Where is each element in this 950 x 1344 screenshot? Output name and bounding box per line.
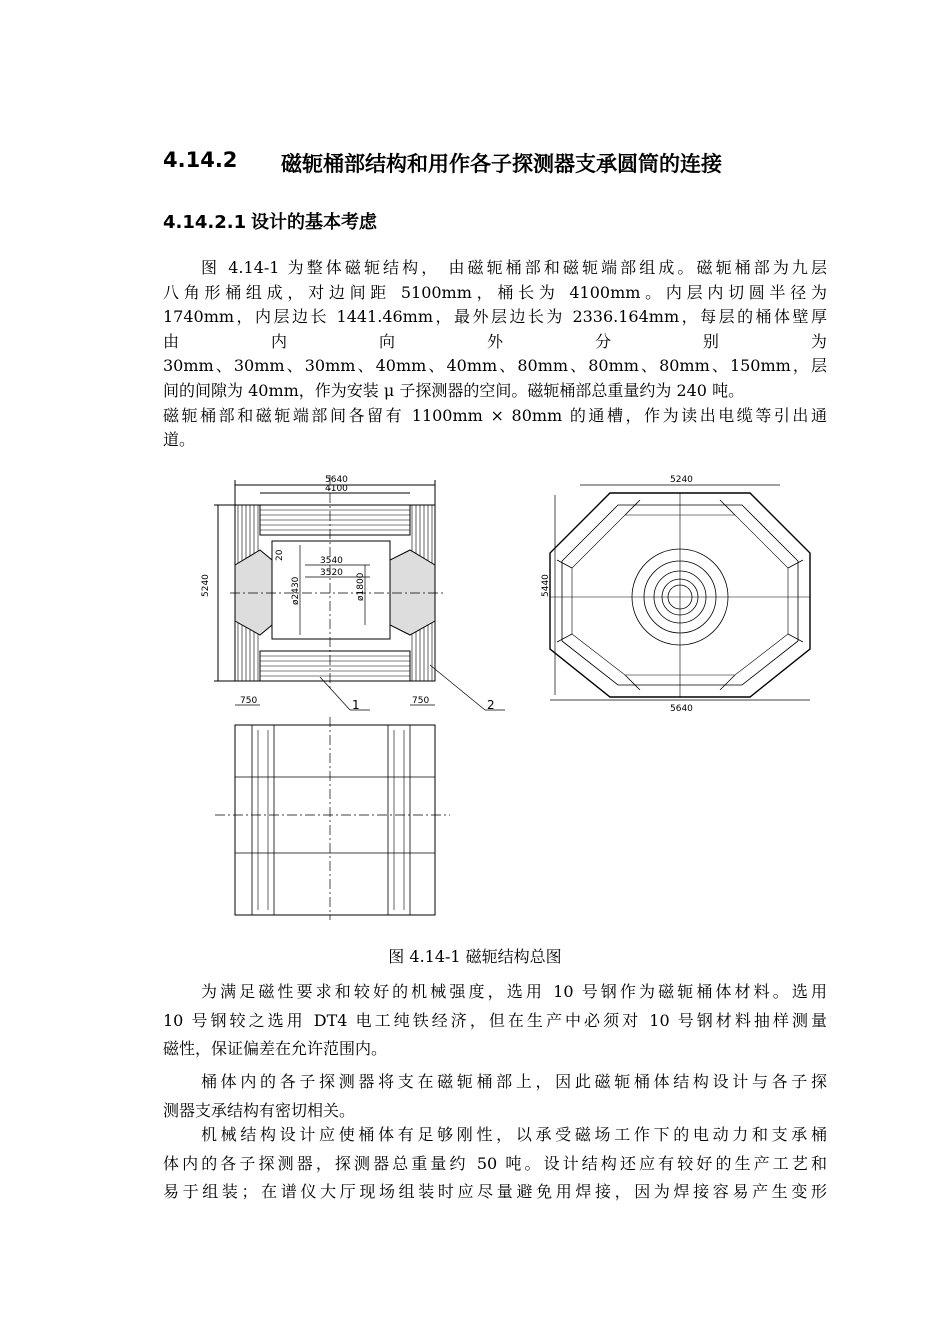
callout-1: 1 (352, 698, 360, 712)
text-line: 机械结构设计应使桶体有足够刚性，以承受磁场工作下的电动力和支承桶 (201, 1125, 827, 1144)
dim-3540: 3540 (320, 556, 343, 566)
text-line: 10 号钢较之选用 DT4 电工纯铁经济，但在生产中必须对 10 号钢材料抽样测量 (163, 1010, 827, 1030)
engineering-drawing (200, 465, 840, 925)
text-line: 1740mm，内层边长 1441.46mm，最外层边长为 2336.164mm，每层的桶体壁厚 (163, 307, 827, 327)
text-line: 间的间隙为 40mm，作为安装 μ 子探测器的空间。磁轭桶部总重量约为 240 吨。 (163, 380, 745, 400)
dim-3520: 3520 (320, 568, 343, 578)
text-line: 易于组装；在谱仪大厅现场组装时应尽量避免用焊接，因为焊接容易产生变形 (163, 1182, 827, 1201)
dim-right-750: 750 (412, 696, 430, 706)
text-line: 道。 (163, 430, 196, 450)
dim-dia-2430: ø2430 (291, 576, 301, 605)
text-line: 体内的各子探测器，探测器总重量约 50 吨。设计结构还应有较好的生产工艺和 (163, 1153, 827, 1173)
text-line: 八角形桶组成，对边间距 5100mm，桶长为 4100mm。内层内切圆半径为 (163, 282, 827, 302)
dim-gap: 20 (275, 549, 285, 561)
subsection-title: 设计的基本考虑 (251, 212, 377, 233)
text-line: 测器支承结构有密切相关。 (163, 1100, 356, 1120)
text-line: 磁轭桶部和磁轭端部间各留有 1100mm × 80mm 的通槽，作为读出电缆等引出通 (163, 405, 827, 425)
paragraph-1 (163, 256, 827, 453)
dim-dia-1800: ø1800 (356, 572, 366, 601)
paragraph-3 (163, 1068, 827, 1125)
figure-caption: 图 4.14-1 磁轭结构总图 (388, 947, 562, 966)
text-line: 30mm、30mm、30mm、40mm、40mm、80mm、80mm、80mm、150mm，层 (163, 356, 827, 376)
dim-end-top-width: 5240 (670, 475, 693, 485)
paragraph-4 (163, 1121, 827, 1207)
text-line: 桶体内的各子探测器将支在磁轭桶部上，因此磁轭桶体结构设计与各子探 (201, 1072, 827, 1091)
subsection-heading (163, 208, 377, 234)
text-line: 磁性，保证偏差在允许范围内。 (163, 1039, 388, 1058)
paragraph-2 (163, 978, 827, 1064)
dim-end-height: 5440 (541, 574, 551, 597)
subsection-number: 4.14.2.1 (163, 212, 247, 233)
dim-left-750: 750 (240, 696, 258, 706)
dim-end-bottom-width: 5640 (670, 704, 693, 714)
section-number: 4.14.2 (163, 148, 238, 172)
text-line: 为满足磁性要求和较好的机械强度，选用 10 号钢作为磁轭桶体材料。选用 (201, 982, 827, 1001)
dim-barrel-length: 4100 (325, 484, 348, 494)
callout-2: 2 (487, 698, 495, 712)
magnet-yoke-drawing (200, 465, 840, 925)
text-line: 由 内 向 外 分 别 为 (163, 331, 827, 351)
text-line: 图 4.14-1 为整体磁轭结构， 由磁轭桶部和磁轭端部组成。磁轭桶部为九层 (201, 258, 827, 277)
dim-overall-length: 5640 (325, 475, 348, 485)
section-title: 磁轭桶部结构和用作各子探测器支承圆筒的连接 (281, 152, 722, 176)
dim-height: 5240 (201, 574, 211, 597)
